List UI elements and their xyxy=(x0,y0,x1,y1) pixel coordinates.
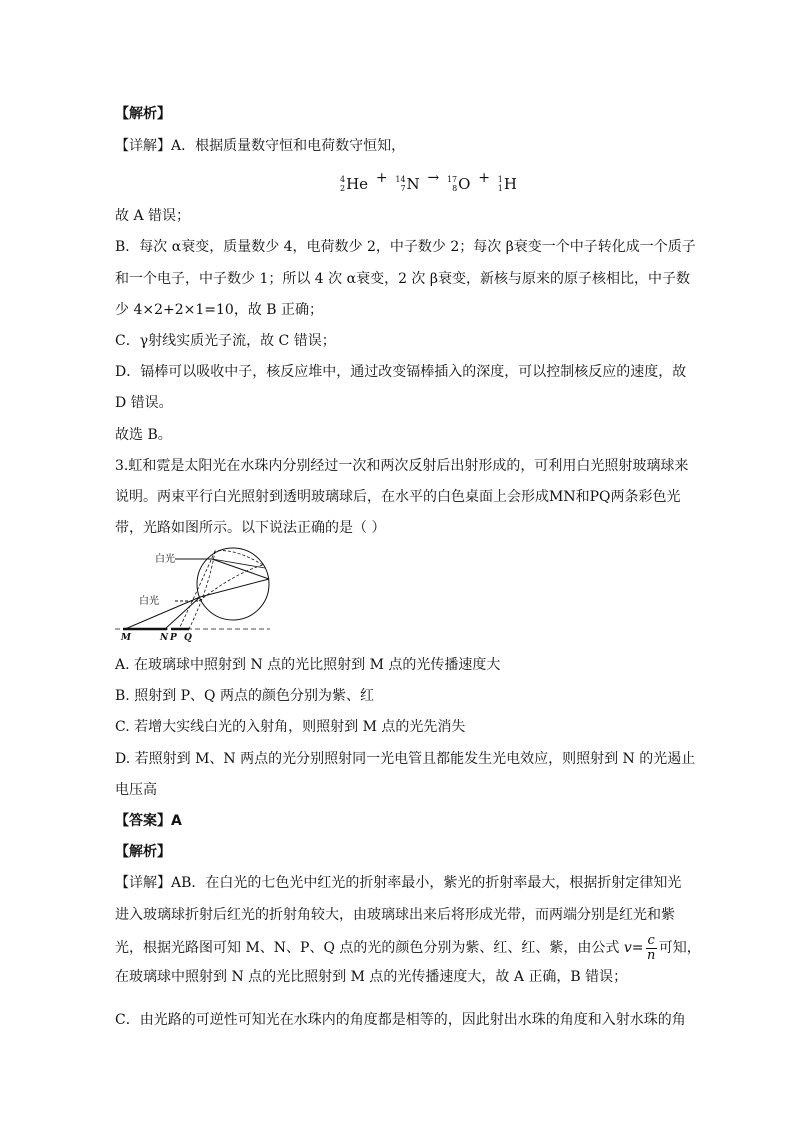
b-text-3: 少 4×2+2×1=10，故 B 正确； xyxy=(115,302,324,318)
label-point-q: Q xyxy=(184,633,192,643)
c2-text-1: C．由光路的可逆性可知光在水珠内的角度都是相等的，因此射出水珠的角度和入射水珠的角 xyxy=(115,1012,686,1028)
label-point-p: P xyxy=(170,633,177,643)
plus-sign: + xyxy=(478,170,490,186)
formula-eq: = xyxy=(631,940,644,956)
a-conclusion: 故 A 错误； xyxy=(115,208,191,224)
reaction-arrow: → xyxy=(427,170,440,186)
c-text: C．γ射线实质光子流，故 C 错误； xyxy=(115,333,336,349)
nuclide-o: 17 8 O xyxy=(446,175,471,193)
detail-a-text: 【详解】A．根据质量数守恒和电荷数守恒知， xyxy=(115,138,406,154)
ab-text-1: 【详解】AB．在白光的七色光中红光的折射率最小，紫光的折射率最大，根据折射定律知光 xyxy=(115,875,682,891)
label-point-n: N xyxy=(160,633,169,643)
exit-ray-m xyxy=(125,597,200,629)
answer-line: 【答案】A xyxy=(115,813,182,829)
question-3-stem-1: 3.虹和霓是太阳光在水珠内分别经过一次和两次反射后出射形成的，可利用白光照射玻璃球来 xyxy=(115,458,689,474)
question-3-stem-2: 说明。两束平行白光照射到透明玻璃球后，在水平的白色桌面上会形成MN和PQ两条彩色光 xyxy=(115,489,681,505)
ab-text-3: 光，根据光路图可知 M、N、P、Q 点的光的颜色分别为紫、红、红、紫，由公式 v= $\frac{c}{n}$ 可知， xyxy=(115,932,701,963)
light-path-diagram xyxy=(115,543,275,643)
formula-fraction: $\frac{c}{n}$ xyxy=(646,932,656,963)
d-text-2: D 错误。 xyxy=(115,395,173,411)
d-text-1: D．镉棒可以吸收中子，核反应堆中，通过改变镉棒插入的深度，可以控制核反应的速度，故 xyxy=(115,364,687,380)
nuclide-he: 4 2 He xyxy=(340,175,369,193)
exit-ray-n xyxy=(165,597,200,629)
formula-lhs: v xyxy=(623,940,632,956)
label-white-light-mid: 白光 xyxy=(139,596,159,607)
b-text-2: 和一个电子，中子数少 1；所以 4 次 α衰变，2 次 β衰变，新核与原来的原子核相比，中子数 xyxy=(115,271,690,287)
section-analysis-heading: 【解析】 xyxy=(115,106,171,122)
refracted-ray-top xyxy=(212,559,269,579)
b-text-1: B．每次 α衰变，质量数少 4，电荷数少 2，中子数少 2；每次 β衰变一个中子转化成一个质子 xyxy=(115,239,696,255)
nuclide-h: 1 1 H xyxy=(497,175,517,193)
question-3-stem-3: 带，光路如图所示。以下说法正确的是（ ） xyxy=(115,520,386,536)
section-analysis-heading-2: 【解析】 xyxy=(115,844,171,860)
ab-text-2: 进入玻璃球折射后红光的折射角较大，由玻璃球出来后将形成光带，而两端分别是红光和紫 xyxy=(115,907,675,923)
option-d-2: 电压高 xyxy=(115,782,157,798)
label-point-m: M xyxy=(121,633,131,643)
option-a: A. 在玻璃球中照射到 N 点的光比照射到 M 点的光传播速度大 xyxy=(115,657,501,673)
option-d-1: D. 若照射到 M、N 两点的光分别照射同一光电管且都能发生光电效应，则照射到 N 的光遏止 xyxy=(115,751,696,767)
ab-text-4: 在玻璃球中照射到 N 点的光比照射到 M 点的光传播速度大，故 A 正确，B 错误； xyxy=(115,969,628,985)
option-c: C. 若增大实线白光的入射角，则照射到 M 点的光先消失 xyxy=(115,719,466,735)
option-b: B. 照射到 P、Q 两点的颜色分别为紫、红 xyxy=(115,688,374,704)
reflected-ray-top xyxy=(200,579,269,597)
choose-b: 故选 B。 xyxy=(115,427,172,443)
nuclide-n: 14 7 N xyxy=(395,175,420,193)
nuclear-equation xyxy=(340,168,517,193)
dashed-exit-q xyxy=(189,551,215,629)
label-white-light-top: 白光 xyxy=(155,554,175,565)
plus-sign: + xyxy=(375,170,388,186)
